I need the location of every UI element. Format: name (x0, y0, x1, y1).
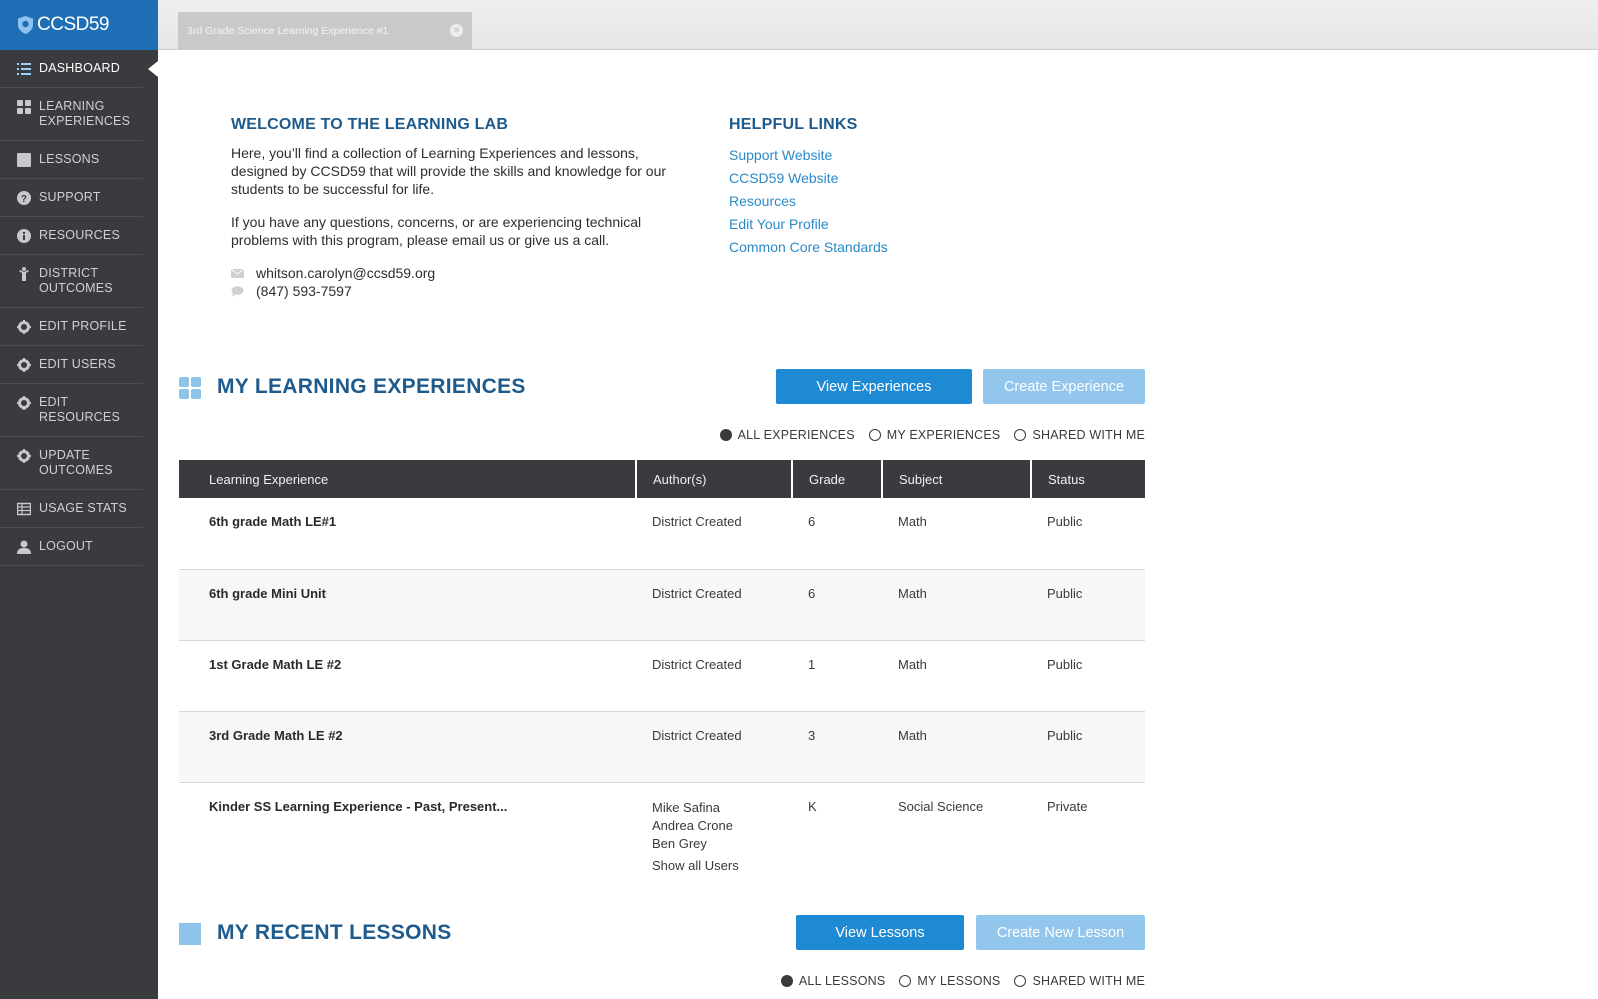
cell-name[interactable]: 1st Grade Math LE #2 (179, 640, 636, 711)
author-name: Ben Grey (652, 835, 707, 851)
cell-author: District Created (636, 498, 792, 569)
cell-status: Public (1031, 711, 1145, 782)
table-row[interactable] (179, 498, 1145, 569)
radio-unselected (869, 429, 881, 441)
cell-grade: 6 (792, 569, 882, 640)
table-row[interactable] (179, 640, 1145, 711)
cell-grade: 6 (792, 498, 882, 569)
speech-bubble-icon (231, 285, 245, 297)
filter-label: SHARED WITH ME (1032, 974, 1145, 988)
cell-subject: Math (882, 498, 1031, 569)
sidebar-item-edit-profile[interactable] (0, 308, 143, 346)
cell-status: Private (1047, 798, 1088, 814)
sidebar-item-label: EDIT USERS (39, 357, 116, 371)
tab-bar (158, 0, 1598, 50)
welcome-paragraph: Here, you’ll find a collection of Learning Experiences and lessons, designed by CCSD59 that will provide the skills and knowledge for our students to be successful for life. (231, 145, 667, 197)
question-icon (16, 190, 32, 205)
filter-all-lessons[interactable] (781, 974, 886, 988)
cell-authors (636, 782, 792, 880)
filter-my-lessons[interactable] (899, 974, 1000, 988)
show-all-users-link[interactable]: Show all Users (652, 857, 739, 873)
sidebar-item-label: EDIT RESOURCES (39, 395, 120, 424)
sidebar-item-label: LESSONS (39, 152, 100, 166)
sidebar-item-label: SUPPORT (39, 190, 101, 204)
cell-name[interactable]: 6th grade Math LE#1 (179, 498, 636, 569)
cell-name[interactable]: 3rd Grade Math LE #2 (179, 711, 636, 782)
cell-subject: Math (882, 640, 1031, 711)
filter-label: MY LESSONS (917, 974, 1001, 988)
helpful-links-title: HELPFUL LINKS (729, 116, 858, 133)
radio-unselected (1014, 429, 1026, 441)
square-icon (179, 923, 201, 945)
cell-subject: Math (882, 711, 1031, 782)
sidebar-item-learning-experiences[interactable] (0, 88, 143, 141)
welcome-section (231, 116, 691, 300)
filter-label: MY EXPERIENCES (886, 428, 1001, 442)
cell-name[interactable]: 6th grade Mini Unit (179, 569, 636, 640)
lessons-header (179, 915, 1145, 951)
col-learning-experience[interactable]: Learning Experience (179, 460, 636, 498)
sidebar-item-label: DISTRICT OUTCOMES (39, 266, 113, 295)
cell-author: District Created (636, 640, 792, 711)
table-row[interactable] (179, 711, 1145, 782)
lessons-filter (767, 974, 1145, 988)
filter-shared-with-me[interactable] (1014, 428, 1145, 442)
email-row (231, 264, 691, 282)
gear-icon (16, 395, 32, 410)
logo[interactable] (0, 0, 158, 50)
helpful-links (729, 116, 1029, 259)
col-subject[interactable]: Subject (882, 460, 1031, 498)
radio-selected (720, 429, 732, 441)
cell-status: Public (1031, 569, 1145, 640)
lessons-title: MY RECENT LESSONS (217, 921, 452, 944)
sidebar-item-label: DASHBOARD (39, 61, 120, 75)
sidebar-item-label: UPDATE OUTCOMES (39, 448, 113, 477)
welcome-title: WELCOME TO THE LEARNING LAB (231, 116, 509, 133)
grid-icon (16, 99, 32, 114)
cell-status: Public (1031, 640, 1145, 711)
gear-icon (16, 319, 32, 334)
filter-all-experiences[interactable] (720, 428, 855, 442)
create-new-lesson-button[interactable]: Create New Lesson (976, 915, 1145, 950)
main-content (158, 50, 1598, 999)
cell-status: Public (1031, 498, 1145, 569)
square-icon (16, 152, 32, 167)
sidebar-item-edit-resources[interactable] (0, 384, 143, 437)
gear-icon (16, 448, 32, 463)
link-ccsd59-website[interactable]: CCSD59 Website (729, 170, 839, 186)
svg-text:?: ? (20, 193, 28, 205)
link-edit-profile[interactable]: Edit Your Profile (729, 216, 829, 232)
info-icon (16, 228, 32, 243)
person-icon (16, 266, 32, 281)
col-authors[interactable]: Author(s) (636, 460, 792, 498)
experiences-table (179, 460, 1145, 880)
sidebar-item-label: LOGOUT (39, 539, 93, 553)
sidebar-nav (0, 50, 158, 566)
author-name: Andrea Crone (652, 817, 733, 833)
shield-icon (18, 16, 33, 34)
link-resources[interactable]: Resources (729, 193, 796, 209)
sidebar-item-label: LEARNING EXPERIENCES (39, 99, 131, 128)
cell-grade: 1 (792, 640, 882, 711)
table-header-row (179, 460, 1145, 498)
view-lessons-button[interactable]: View Lessons (796, 915, 964, 950)
contact-email[interactable]: whitson.carolyn@ccsd59.org (256, 265, 436, 281)
col-grade[interactable]: Grade (792, 460, 882, 498)
sidebar-item-label: RESOURCES (39, 228, 120, 242)
link-support-website[interactable]: Support Website (729, 147, 833, 163)
list-icon (16, 61, 32, 76)
cell-grade: 3 (792, 711, 882, 782)
create-experience-button[interactable]: Create Experience (983, 369, 1145, 404)
sidebar-item-update-outcomes[interactable] (0, 437, 143, 490)
sidebar-item-label: EDIT PROFILE (39, 319, 127, 333)
sidebar-item-support[interactable] (0, 179, 143, 217)
radio-unselected (1014, 975, 1026, 987)
sidebar-item-usage-stats[interactable] (0, 490, 143, 528)
filter-label: ALL LESSONS (798, 974, 886, 988)
contact-phone[interactable]: (847) 593-7597 (256, 283, 352, 299)
envelope-icon (231, 267, 245, 279)
support-paragraph: If you have any questions, concerns, or are experiencing technical problems with this program, please email us or give us a call. (231, 214, 642, 248)
radio-selected (781, 975, 793, 987)
view-experiences-button[interactable]: View Experiences (776, 369, 972, 404)
gear-icon (16, 357, 32, 372)
filter-my-experiences[interactable] (869, 428, 1001, 442)
sidebar-item-resources[interactable] (0, 217, 143, 255)
filter-label: SHARED WITH ME (1032, 428, 1145, 442)
cell-subject: Math (882, 569, 1031, 640)
sidebar-item-dashboard[interactable] (0, 50, 143, 88)
experiences-header (179, 369, 1145, 405)
cell-subject: Social Science (898, 798, 984, 814)
cell-grade: K (808, 798, 817, 814)
tab-label: 3rd Grade Science Learning Experience #1 (187, 25, 389, 37)
grid-icon (179, 377, 201, 399)
phone-row (231, 282, 691, 300)
experiences-title: MY LEARNING EXPERIENCES (217, 375, 526, 398)
sidebar-item-lessons[interactable] (0, 141, 143, 179)
sidebar-item-logout[interactable] (0, 528, 143, 566)
user-icon (16, 539, 32, 554)
cell-author: District Created (636, 711, 792, 782)
sidebar-item-district-outcomes[interactable] (0, 255, 143, 308)
sidebar (0, 0, 158, 999)
table-row[interactable] (179, 782, 1145, 880)
filter-label: ALL EXPERIENCES (737, 428, 855, 442)
close-icon[interactable]: × (450, 24, 463, 37)
radio-unselected (899, 975, 911, 987)
experiences-filter (706, 428, 1145, 442)
logo-text: CCSD59 (37, 14, 109, 35)
table-row[interactable] (179, 569, 1145, 640)
author-name: Mike Safina (652, 799, 720, 815)
tab-3rd-grade-science[interactable] (178, 12, 472, 50)
cell-author: District Created (636, 569, 792, 640)
sidebar-item-edit-users[interactable] (0, 346, 143, 384)
link-common-core-standards[interactable]: Common Core Standards (729, 239, 888, 255)
sidebar-item-label: USAGE STATS (39, 501, 127, 515)
cell-name[interactable]: Kinder SS Learning Experience - Past, Present... (209, 798, 508, 814)
col-status[interactable]: Status (1031, 460, 1145, 498)
filter-shared-with-me[interactable] (1014, 974, 1145, 988)
table-icon (16, 501, 32, 516)
